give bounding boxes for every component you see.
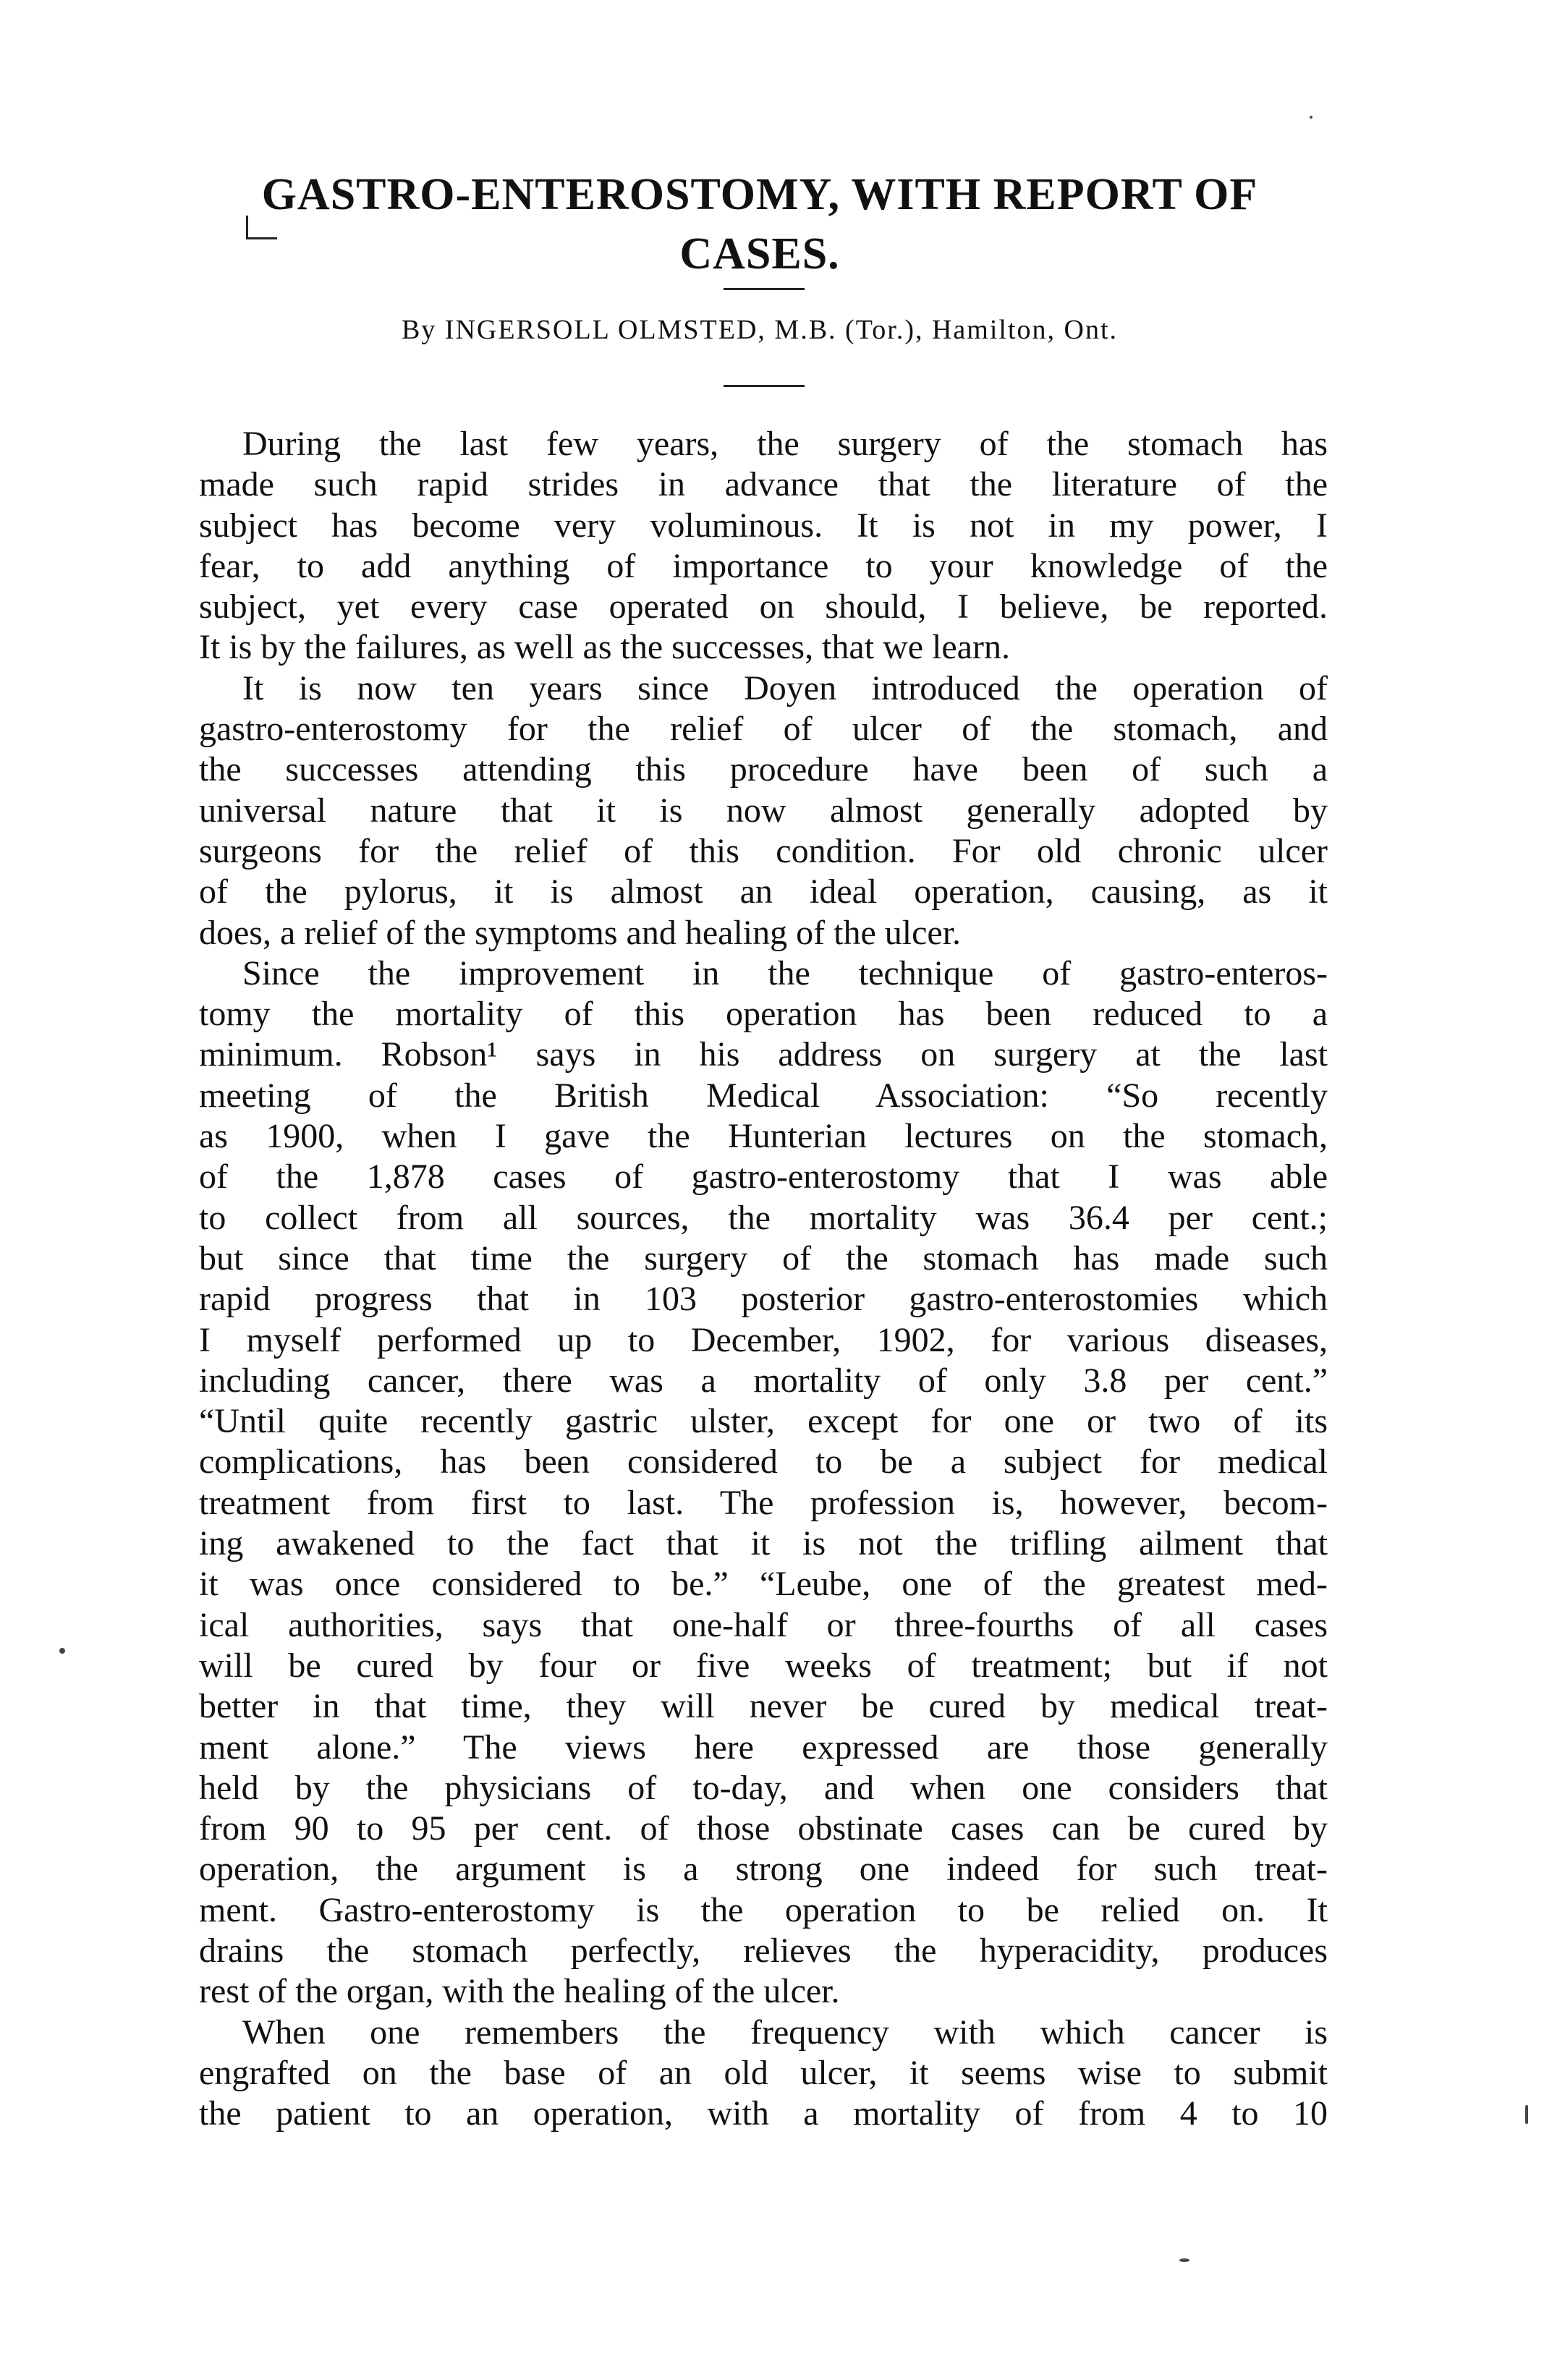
body-line: ical authorities, says that one-half or three-fourths of all cases xyxy=(199,1605,1328,1644)
byline-divider xyxy=(724,385,805,387)
body-line: It is by the failures, as well as the successes, that we learn. xyxy=(199,628,1010,667)
print-speck xyxy=(1310,116,1312,119)
print-speck xyxy=(1179,2258,1189,2262)
body-line: tomy the mortality of this operation has been reduced to a xyxy=(199,995,1328,1034)
article-body xyxy=(199,424,1328,2134)
body-line: does, a relief of the symptoms and healing of the ulcer. xyxy=(199,913,962,952)
body-line: gastro-enterostomy for the relief of ulcer of the stomach, and xyxy=(199,710,1328,749)
article-title xyxy=(195,165,1324,284)
body-line: treatment from first to last. The profession is, however, becom- xyxy=(199,1483,1328,1522)
body-line: I myself performed up to December, 1902, for various diseases, xyxy=(199,1320,1328,1359)
body-line: subject, yet every case operated on should, I believe, be reported. xyxy=(199,587,1328,626)
body-line: During the last few years, the surgery of the stomach has xyxy=(242,425,1328,463)
body-line: “Until quite recently gastric ulster, except for one or two of its xyxy=(199,1402,1328,1441)
title-divider xyxy=(724,288,805,290)
body-line: better in that time, they will never be cured by medical treat- xyxy=(199,1687,1328,1726)
body-line: It is now ten years since Doyen introduced the operation of xyxy=(242,668,1328,707)
body-line: Since the improvement in the technique of gastro-enteros- xyxy=(242,953,1328,993)
body-line: operation, the argument is a strong one indeed for such treat- xyxy=(199,1850,1328,1889)
body-line: held by the physicians of to-day, and when one considers that xyxy=(199,1768,1328,1807)
body-line: ing awakened to the fact that it is not the trifling ailment that xyxy=(199,1524,1328,1563)
body-line: of the 1,878 cases of gastro-enterostomy that I was able xyxy=(199,1157,1328,1197)
title-line-2: CASES. xyxy=(679,229,840,279)
body-line: subject has become very voluminous. It is not in my power, I xyxy=(199,506,1328,545)
title-line-1: GASTRO-ENTEROSTOMY, WITH REPORT OF xyxy=(261,170,1258,219)
body-line: fear, to add anything of importance to your knowledge of the xyxy=(199,546,1328,585)
body-line: drains the stomach perfectly, relieves the hyperacidity, produces xyxy=(199,1931,1328,1970)
body-line: ment alone.” The views here expressed are those generally xyxy=(199,1727,1328,1767)
body-line: but since that time the surgery of the stomach has made such xyxy=(199,1238,1328,1278)
body-line: surgeons for the relief of this condition. For old chronic ulcer xyxy=(199,831,1328,870)
body-line: ment. Gastro-enterostomy is the operation to be relied on. It xyxy=(199,1890,1328,1929)
body-line: will be cured by four or five weeks of treatment; but if not xyxy=(199,1646,1328,1685)
body-line: rapid progress that in 103 posterior gastro-enterostomies which xyxy=(199,1280,1328,1319)
body-line: When one remembers the frequency with which cancer is xyxy=(242,2013,1328,2052)
body-line: the patient to an operation, with a mortality of from 4 to 10 xyxy=(199,2094,1328,2133)
body-line: from 90 to 95 per cent. of those obstinate cases can be cured by xyxy=(199,1809,1328,1848)
author-byline: By INGERSOLL OLMSTED, M.B. (Tor.), Hamilton, Ont. xyxy=(401,315,1119,345)
body-line: the successes attending this procedure have been of such a xyxy=(199,750,1328,789)
body-line: to collect from all sources, the mortality was 36.4 per cent.; xyxy=(199,1198,1328,1237)
body-line: as 1900, when I gave the Hunterian lectures on the stomach, xyxy=(199,1117,1328,1156)
body-line: it was once considered to be.” “Leube, one of the greatest med- xyxy=(199,1565,1328,1604)
body-line: engrafted on the base of an old ulcer, it seems wise to submit xyxy=(199,2053,1328,2092)
print-speck xyxy=(1525,2105,1528,2124)
body-line: complications, has been considered to be a subject for medical xyxy=(199,1442,1328,1482)
body-line: universal nature that it is now almost generally adopted by xyxy=(199,791,1328,830)
body-line: made such rapid strides in advance that the literature of the xyxy=(199,465,1328,504)
print-speck xyxy=(59,1648,65,1654)
body-line: meeting of the British Medical Association: “So recently xyxy=(199,1076,1328,1115)
body-line: including cancer, there was a mortality of only 3.8 per cent.” xyxy=(199,1361,1328,1400)
body-line: rest of the organ, with the healing of the ulcer. xyxy=(199,1972,840,2011)
body-line: of the pylorus, it is almost an ideal operation, causing, as it xyxy=(199,872,1328,911)
body-line: minimum. Robson¹ says in his address on surgery at the last xyxy=(199,1035,1328,1074)
